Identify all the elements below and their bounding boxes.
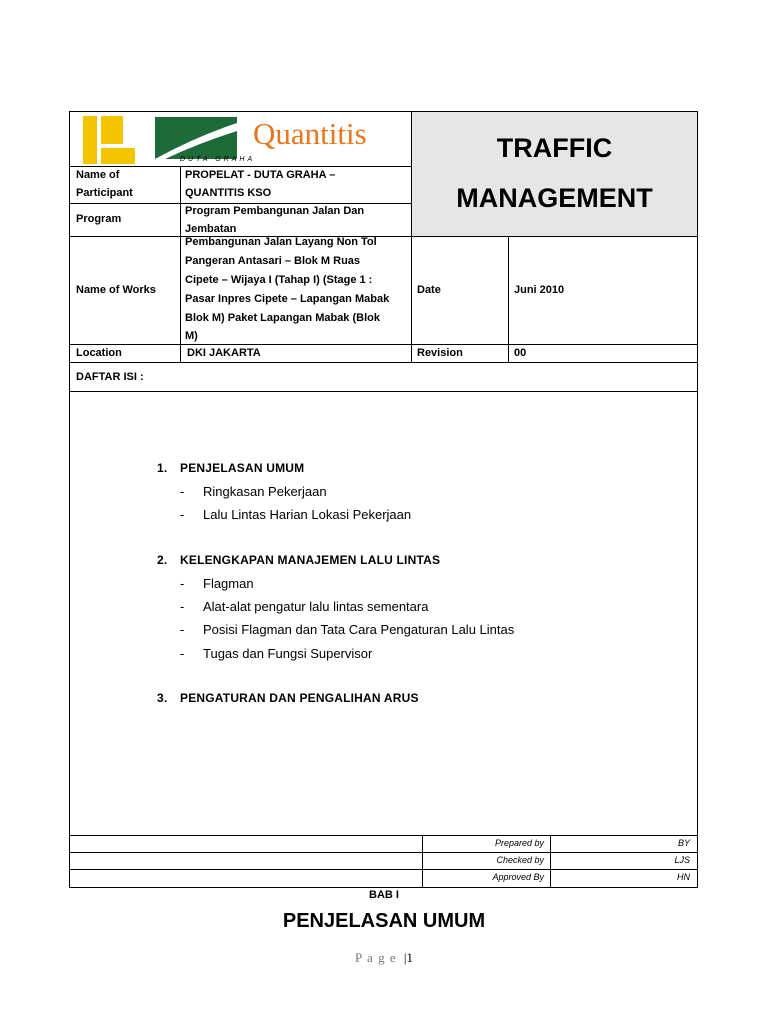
bullet-dash: - (180, 646, 185, 661)
bullet-dash: - (180, 576, 185, 591)
toc-item: Tugas dan Fungsi Supervisor (203, 646, 373, 661)
bullet-dash: - (180, 507, 185, 522)
bullet-dash: - (180, 622, 185, 637)
works-value-line: Pembangunan Jalan Layang Non Tol (185, 236, 377, 248)
logo-green-swoosh-icon (155, 117, 237, 159)
works-value-line: Pasar Inpres Cipete – Lapangan Mabak (185, 293, 390, 305)
page-footer: P a g e |1 (355, 950, 413, 965)
rule (70, 869, 697, 870)
chapter-title: PENJELASAN UMUM (282, 910, 486, 932)
rule (70, 852, 697, 853)
works-value-line: Blok M) Paket Lapangan Mabak (Blok (185, 312, 380, 324)
program-value-line1: Program Pembangunan Jalan Dan (185, 205, 365, 217)
toc-section-title: PENGATURAN DAN PENGALIHAN ARUS (180, 691, 419, 705)
participant-label-line2: Participant (76, 187, 133, 199)
page-label: P a g e (355, 950, 397, 965)
toc-section-title: PENJELASAN UMUM (180, 461, 305, 475)
toc-item: Posisi Flagman dan Tata Cara Pengaturan Lalu Lintas (203, 622, 515, 637)
page-number: 1 (406, 950, 413, 965)
toc-section-number: 2. (157, 553, 168, 567)
revision-value: 00 (514, 347, 527, 359)
rule (70, 344, 697, 345)
logo-duta-graha-icon (83, 116, 135, 164)
rule (180, 166, 181, 363)
toc-section-title: KELENGKAPAN MANAJEMEN LALU LINTAS (180, 553, 441, 567)
brand-right-label: Quantitis (253, 116, 367, 151)
doc-title-line1: TRAFFIC (496, 133, 613, 163)
program-label: Program (76, 213, 122, 225)
participant-value-line2: QUANTITIS KSO (185, 187, 272, 199)
toc-item: Lalu Lintas Harian Lokasi Pekerjaan (203, 507, 412, 522)
program-value-line2: Jembatan (185, 223, 237, 235)
rule (70, 835, 697, 836)
date-value: Juni 2010 (514, 284, 565, 296)
checked-by-value: LJS (674, 855, 690, 865)
location-value: DKI JAKARTA (187, 347, 261, 359)
toc-section-number: 3. (157, 691, 168, 705)
toc-section-number: 1. (157, 461, 168, 475)
prepared-by-label: Prepared by (494, 838, 544, 848)
brand-left-label: DUTA GRAHA (180, 156, 256, 163)
participant-label-line1: Name of (76, 169, 120, 181)
chapter-label: BAB I (369, 889, 399, 901)
approved-by-value: HN (677, 872, 690, 882)
toc-item: Ringkasan Pekerjaan (203, 484, 327, 499)
rule (70, 236, 697, 237)
revision-label: Revision (417, 347, 463, 359)
works-value-line: M) (185, 330, 198, 342)
approved-by-label: Approved By (492, 872, 544, 882)
toc-item: Alat-alat pengatur lalu lintas sementara (203, 599, 429, 614)
rule (70, 391, 697, 392)
doc-title-line2: MANAGEMENT (456, 183, 653, 213)
title-box (412, 112, 697, 236)
toc-item: Flagman (203, 576, 254, 591)
works-label: Name of Works (76, 284, 156, 296)
participant-value-line1: PROPELAT - DUTA GRAHA – (185, 169, 336, 181)
rule (70, 362, 697, 363)
bullet-dash: - (180, 484, 185, 499)
bullet-dash: - (180, 599, 185, 614)
location-label: Location (76, 347, 122, 359)
checked-by-label: Checked by (496, 855, 544, 865)
works-value-line: Pangeran Antasari – Blok M Ruas (185, 255, 361, 267)
date-label: Date (417, 284, 441, 296)
prepared-by-value: BY (677, 838, 690, 848)
works-value-line: Cipete – Wijaya I (Tahap I) (Stage 1 : (185, 274, 373, 286)
toc-heading: DAFTAR ISI : (76, 371, 144, 383)
